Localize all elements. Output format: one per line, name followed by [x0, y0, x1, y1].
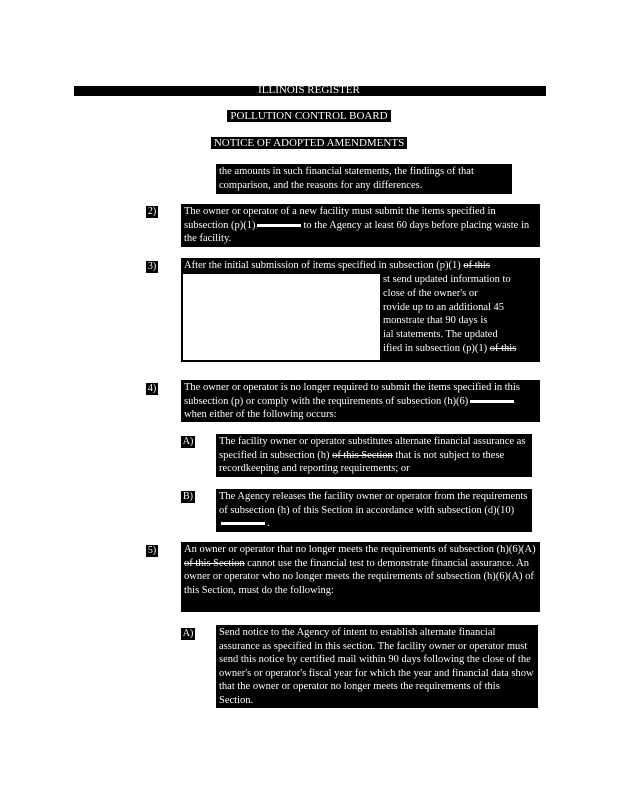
item-3-line-1-text: After the initial submission of items specified in subsection (p)(1): [184, 260, 461, 271]
item-4a-paragraph: [216, 434, 532, 477]
item-4b-text-1: The Agency releases the facility owner or operator from the requirements of subsection (h) of this Section in accordance with subsection (d)(10): [219, 491, 528, 516]
item-5-number: 5): [147, 545, 157, 556]
item-2-paragraph: [181, 204, 540, 247]
item-4b-paragraph: [216, 489, 532, 532]
speck: [214, 360, 216, 362]
item-4a-number: A): [182, 436, 194, 447]
speck: [196, 360, 198, 362]
item-4-number: 4): [147, 383, 157, 394]
item-5-text-2: cannot use the financial test to demonstrate financial assurance. An owner or operator who no longer meets the requirements of subsection (h)(6)(A) of this Section, must do the following:: [184, 557, 534, 596]
notice-title-text: NOTICE OF ADOPTED AMENDMENTS: [211, 137, 407, 149]
item-4-paragraph: [181, 380, 540, 422]
board-title: [0, 110, 618, 123]
item-2-number: 2): [147, 206, 157, 217]
item-4b-number: B): [183, 491, 193, 502]
item-4a-strike: of this Section: [332, 449, 393, 461]
item-5-text-1: An owner or operator that no longer meets the requirements of subsection (h)(6)(A): [184, 544, 536, 555]
item-3-fragment-6: [383, 342, 535, 356]
redaction-mark: [257, 224, 301, 227]
item-5-strike: of this Section: [184, 557, 245, 569]
item-3-fragment-6-text: ified in subsection (p)(1): [383, 342, 488, 354]
speck: [184, 360, 186, 362]
board-title-text: POLLUTION CONTROL BOARD: [227, 110, 390, 122]
item-4-text-1: The owner or operator is no longer required to submit the items specified in this subsection (p) or comply with the requirements of subsection (h)(6): [184, 382, 520, 407]
continuation-text: the amounts in such financial statements, the findings of that comparison, and the reasons for any differences.: [219, 166, 474, 191]
item-3-fragment-3: rovide up to an additional 45: [383, 301, 505, 313]
blank-region: [183, 274, 380, 360]
item-5a-paragraph: [216, 625, 538, 708]
item-3-line-1: [184, 259, 490, 273]
item-5a-text: Send notice to the Agency of intent to establish alternate financial assurance as specified in this section. The facility owner or operator must send this notice by certified mail within 90 days following the close of the owner's or operator's fiscal year for which the year and financial data show that the owner or operator no longer meets the requirements of this Section.: [219, 627, 534, 706]
item-5-paragraph: [181, 542, 540, 612]
item-3-paragraph: [181, 258, 540, 362]
redaction-mark: [470, 400, 514, 403]
item-3-fragment-4: monstrate that 90 days is: [383, 315, 488, 327]
item-5a-number: A): [182, 628, 194, 639]
notice-title: [0, 137, 618, 150]
item-3-fragments: [383, 273, 535, 356]
item-3-number: 3): [147, 261, 157, 272]
redaction-mark: [221, 522, 265, 525]
continuation-paragraph: [216, 164, 512, 194]
item-2-text-1: The owner or operator of a new facility must submit the items specified in subsection (p)(1): [184, 206, 496, 231]
item-3-fragment-2: close of the owner's or: [383, 287, 478, 299]
item-2-text-2: to the Agency at least 60 days before placing waste in the facility.: [184, 219, 530, 245]
item-4b-text-2: .: [267, 518, 270, 530]
register-title: ILLINOIS REGISTER: [258, 84, 360, 96]
item-3-line-1-strike: of this: [463, 260, 490, 271]
item-4a-text-2: that is not subject to these recordkeeping and reporting requirements; or: [219, 449, 505, 475]
item-4-text-2: when either of the following occurs:: [184, 409, 337, 421]
item-3-fragment-6-strike: of this: [489, 342, 517, 354]
item-4a-text-1: The facility owner or operator substitutes alternate financial assurance as specified in subsection (h): [219, 436, 526, 461]
item-3-fragment-5: ial statements. The updated: [383, 329, 498, 341]
item-3-fragment-1: st send updated information to: [383, 274, 511, 285]
